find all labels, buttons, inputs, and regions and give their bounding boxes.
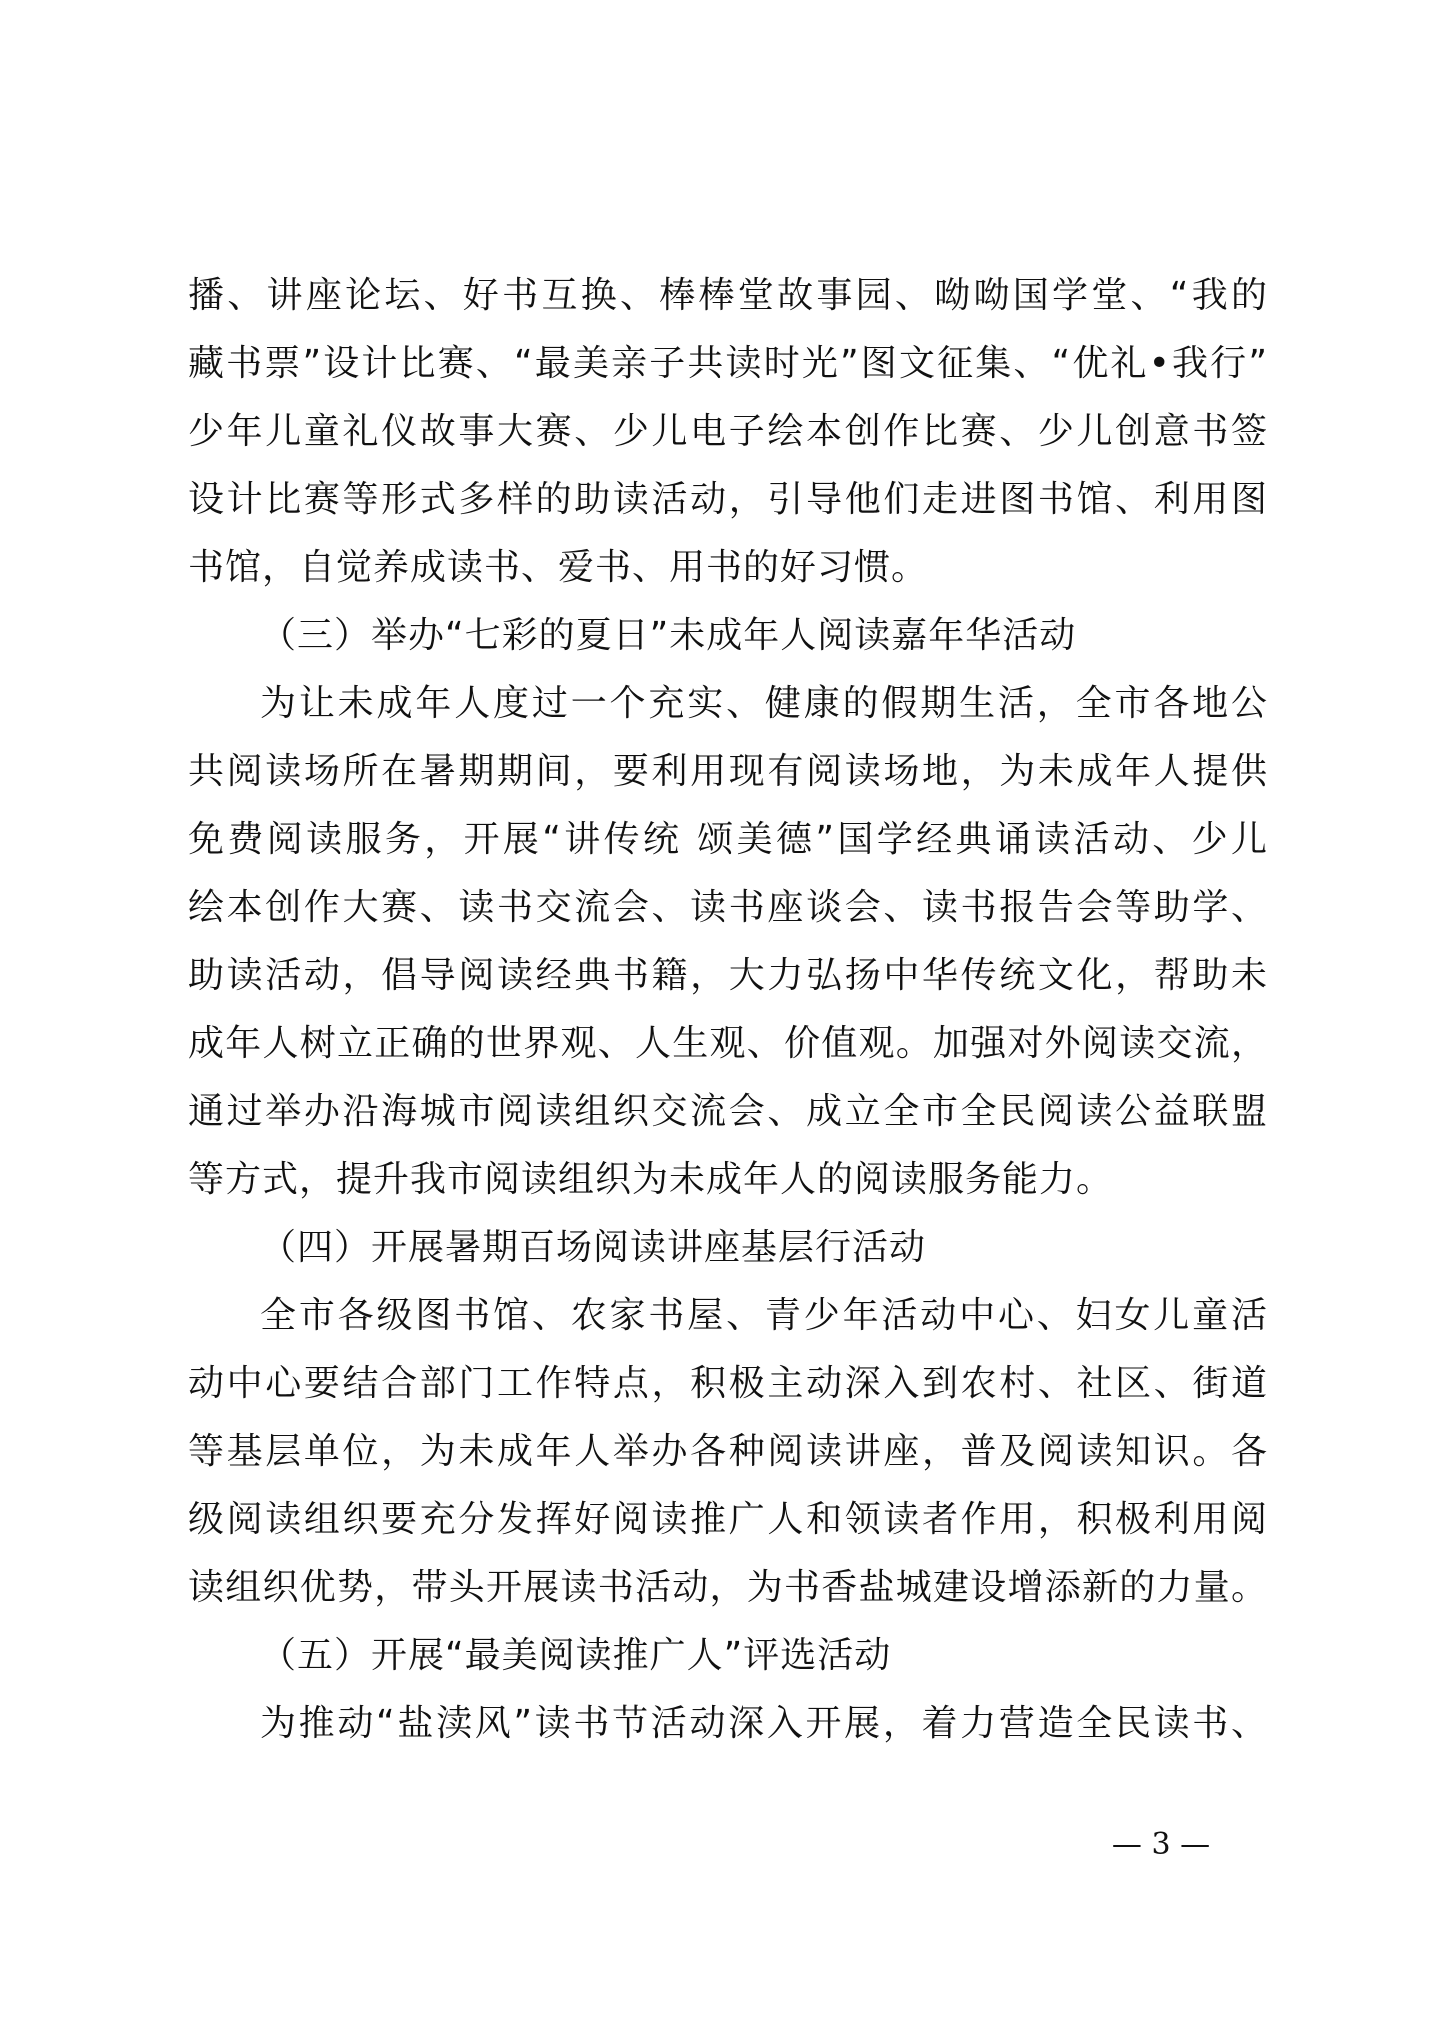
text-line: 为让未成年人度过一个充实、健康的假期生活，全市各地公 xyxy=(260,683,1268,724)
text-line: 书馆，自觉养成读书、爱书、用书的好习惯。 xyxy=(188,547,929,588)
text-line: 播、讲座论坛、好书互换、棒棒堂故事园、呦呦国学堂、“我的 xyxy=(188,275,1268,316)
text-line: 为推动“盐渎风”读书节活动深入开展，着力营造全民读书、 xyxy=(260,1703,1268,1744)
section-heading: （五）开展“最美阅读推广人”评选活动 xyxy=(260,1635,892,1676)
text-line: 动中心要结合部门工作特点，积极主动深入到农村、社区、街道 xyxy=(188,1363,1268,1404)
text-line: 绘本创作大赛、读书交流会、读书座谈会、读书报告会等助学、 xyxy=(188,887,1268,928)
text-line: 设计比赛等形式多样的助读活动，引导他们走进图书馆、利用图 xyxy=(188,479,1268,520)
section-heading: （四）开展暑期百场阅读讲座基层行活动 xyxy=(260,1227,927,1268)
text-line: 成年人树立正确的世界观、人生观、价值观。加强对外阅读交流， xyxy=(188,1023,1268,1064)
text-line: 读组织优势，带头开展读书活动，为书香盐城建设增添新的力量。 xyxy=(188,1567,1268,1608)
page-number: — 3 — xyxy=(1111,1827,1211,1862)
text-line: 等方式，提升我市阅读组织为未成年人的阅读服务能力。 xyxy=(188,1159,1114,1200)
document-body xyxy=(188,262,1268,1758)
text-line: 藏书票”设计比赛、“最美亲子共读时光”图文征集、“优礼•我行” xyxy=(188,343,1268,384)
text-line: 少年儿童礼仪故事大赛、少儿电子绘本创作比赛、少儿创意书签 xyxy=(188,411,1268,452)
text-line: 全市各级图书馆、农家书屋、青少年活动中心、妇女儿童活 xyxy=(260,1295,1268,1336)
text-line: 助读活动，倡导阅读经典书籍，大力弘扬中华传统文化，帮助未 xyxy=(188,955,1268,996)
text-line: 免费阅读服务，开展“讲传统 颂美德”国学经典诵读活动、少儿 xyxy=(188,819,1268,860)
section-heading: （三）举办“七彩的夏日”未成年人阅读嘉年华活动 xyxy=(260,615,1077,656)
text-line: 级阅读组织要充分发挥好阅读推广人和领读者作用，积极利用阅 xyxy=(188,1499,1268,1540)
text-line: 共阅读场所在暑期期间，要利用现有阅读场地，为未成年人提供 xyxy=(188,751,1268,792)
text-line: 等基层单位，为未成年人举办各种阅读讲座，普及阅读知识。各 xyxy=(188,1431,1268,1472)
text-line: 通过举办沿海城市阅读组织交流会、成立全市全民阅读公益联盟 xyxy=(188,1091,1268,1132)
